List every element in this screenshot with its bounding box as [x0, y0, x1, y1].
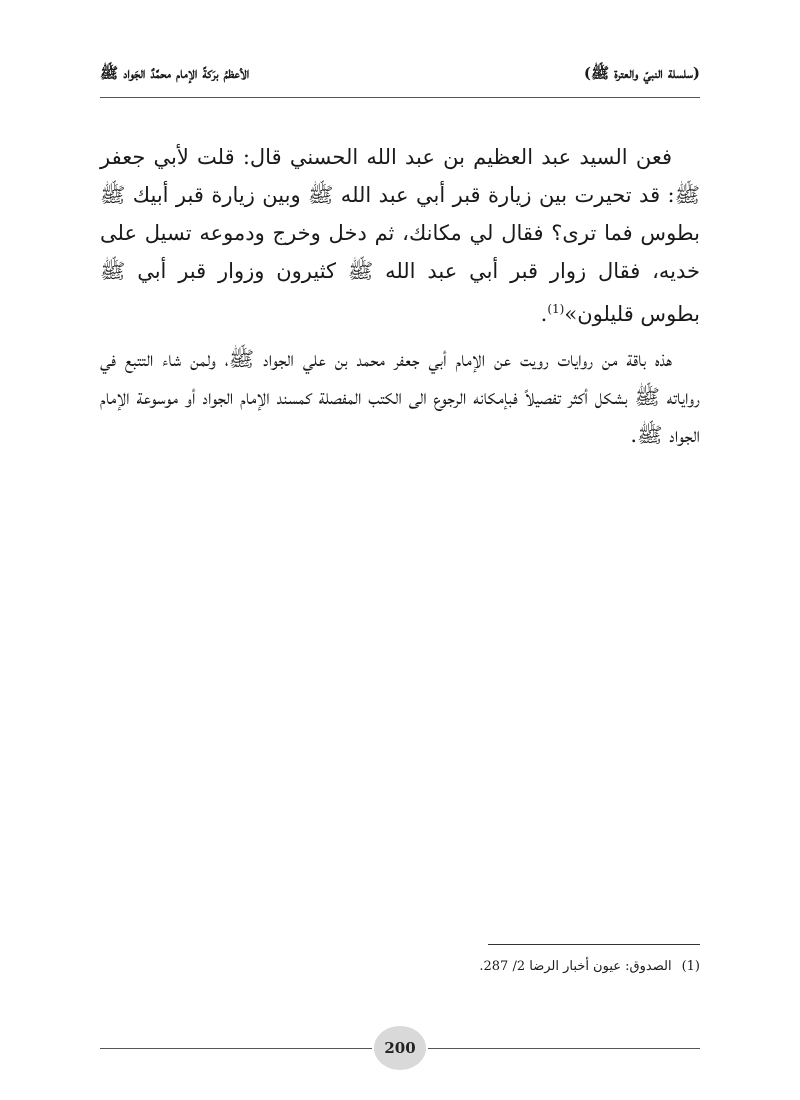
running-header: [100, 55, 700, 95]
page-number-rule-right: [428, 1048, 700, 1049]
paragraph: [100, 138, 700, 333]
footnote-divider: [488, 944, 700, 945]
series-title: (سلسلة النبيّ والعترة ﷺ): [583, 64, 700, 82]
footnote-number: (1): [681, 959, 700, 974]
book-title: الأعظمُ برَكةً الإمام محمَّدٌ الجَواد ﷺ: [100, 64, 250, 82]
page-number-rule-left: [100, 1048, 372, 1049]
footnote-text: الصدوق: عيون أخبار الرضا 2/ 287.: [479, 959, 672, 974]
page-number: 200: [374, 1026, 426, 1070]
footnote: [100, 958, 700, 976]
footnote-reference[interactable]: (1): [547, 302, 565, 316]
header-divider: [100, 97, 700, 98]
paragraph-end: .: [540, 302, 548, 326]
paragraph-text: فعن السيد عبد العظيم بن عبد الله الحسني قال: قلت لأبي جعفر ﷺ: قد تحيرت بين زيارة قبر أبي عبد الله ﷺ وبين زيارة قبر أبيك ﷺ بطوس فما ترى؟ فقال لي مكانك، ثم دخل وخرج ودموعه تسيل على خديه، فقال زوار قبر أبي عبد الله ﷺ كثيرون وزوار قبر أبي ﷺ بطوس قليلون»: [100, 145, 700, 326]
paragraph: هذه باقة من روايات رويت عن الإمام أبي جعفر محمد بن علي الجواد ﷺ، ولمن شاء التتبع في رواياته ﷺ بشكل أكثر تفصيلاً فبإمكانه الرجوع الى الكتب المفصلة كمسند الإمام الجواد أو موسوعة الإمام الجواد ﷺ.: [100, 347, 700, 447]
main-text: [100, 138, 700, 454]
